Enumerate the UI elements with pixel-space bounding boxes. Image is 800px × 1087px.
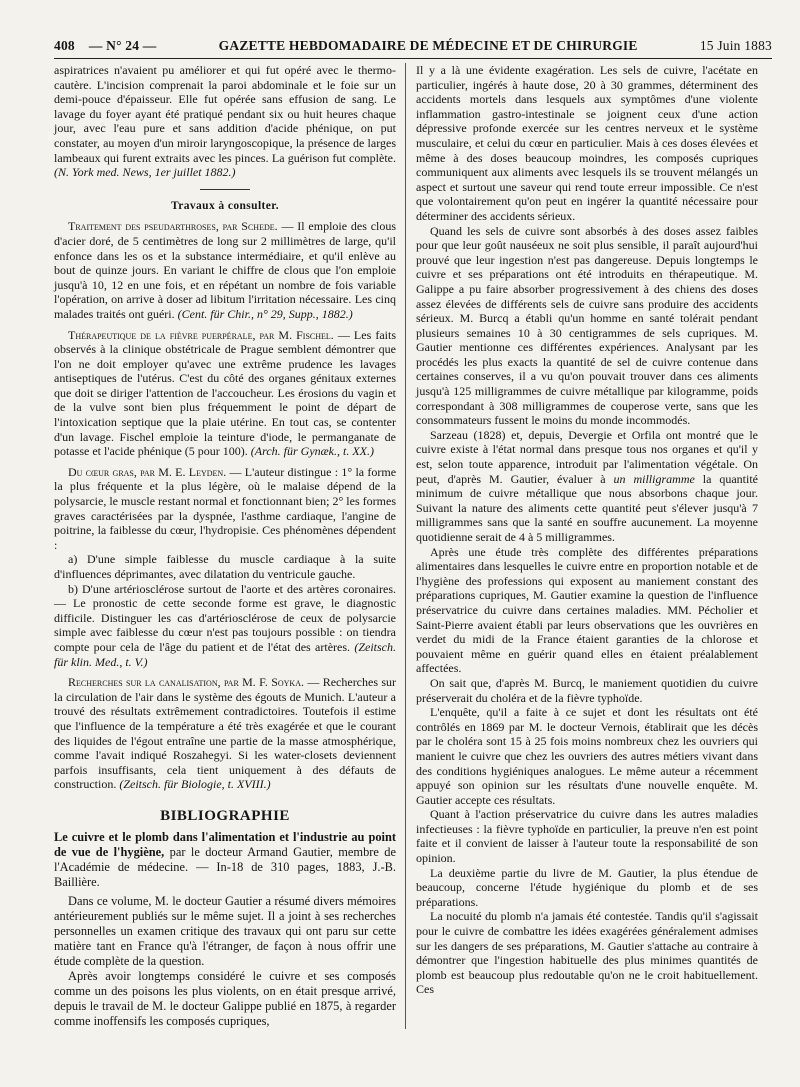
abstract-entry: Thérapeutique de la fièvre puerpérale, par M. Fischel. — Les faits observés à la clinique obstétricale de Prague semblent démontrer que l'on ne doit employer qu'avec une extrême prudence les lavages antiseptiques de l'utérus. C'est du côté des organes génitaux externes que doit se diriger l'attention de l'accoucheur. Les érosions du vagin et de la vulve sont bien plus fréquemment le point de départ de l'intoxication septique que la plaie utérine. En tout cas, se contenter d'un lavage. Fischel emploie la teinture d'iode, le permanganate de potasse et l'acide phénique (5 pour 100). (Arch. für Gynæk., t. XX.) bbox=[54, 327, 396, 459]
paragraph: Quant à l'action préservatrice du cuivre dans les autres maladies infectieuses : la fièvre typhoïde en particulier, la preuve n'en est point faite et il convient de laisser à l'auteur toute la responsabilité de son opinion. bbox=[416, 807, 758, 866]
paragraph: Après avoir longtemps considéré le cuivre et ses composés comme un des poisons les plus violents, on en était presque arrivé, depuis le travail de M. le docteur Galippe publié en 1875, à regarder comme inoffensifs les composés cupriques, bbox=[54, 968, 396, 1028]
citation: (Arch. für Gynæk., t. XX.) bbox=[250, 444, 374, 459]
entry-heading: Thérapeutique de la fièvre puerpérale, par M. Fischel. bbox=[68, 327, 334, 342]
abstract-entry: Recherches sur la canalisation, par M. F. Soyka. — Recherches sur la circulation de l'air dans le système des égouts de Munich. L'auteur a trouvé des résultats extrêmement contradictoires. Toutefois il estime que l'influence de la température a été très exagérée et que le courant des liquides de l'égout entraîne une partie de la masse atmosphérique, comme l'avait indiqué Roszahegyi. Si les water-closets deviennent parfois insuffisants, cela tient uniquement à des défauts de construction. (Zeitsch. für Biologie, t. XVIII.) bbox=[54, 675, 397, 792]
left-column bbox=[54, 63, 405, 1029]
paragraph: La deuxième partie du livre de M. Gautier, la plus étendue de beaucoup, concerne l'étude hygiénique du plomb et de ses préparations. bbox=[416, 865, 758, 909]
emphasis: un milligramme bbox=[613, 471, 695, 486]
paragraph: b) D'une artériosclérose surtout de l'aorte et des artères coronaires. — Le pronostic de cette seconde forme est grave, le diagnostic difficile. Distinguer les cas d'artériosclérose de ceux de polysarcie simple avec faiblesse du cœur n'est pas toujours possible : on tiendra compte pour cela de l'âge du patient et de l'état des artères. (Zeitsch. für klin. Med., t. V.) bbox=[54, 581, 397, 669]
book-info: par le docteur Armand Gautier, membre de l'Académie de médecine. — In-18 de 310 pages, 1883, J.-B. Baillière. bbox=[54, 844, 397, 889]
section-heading: Travaux à consulter. bbox=[171, 199, 279, 212]
paragraph: Il y a là une évidente exagération. Les sels de cuivre, l'acétate en particulier, ingérés à haute dose, 20 à 30 grammes, déterminent des accidents mortels dans lesquels aux symptômes d'une violente inflammation gastro-intestinale se joignent ceux d'une action dépressive profonde exercée sur les centres nerveux et le système musculaire, et celui du cœur en particulier. Mais à ces doses élevées et même à des doses beaucoup moindres, les composés cupriques communiquent aux aliments avec lesquels ils se trouvent mélangés un aspect et surtout une saveur qui rend toute erreur impossible. Ce n'est que volontairement qu'on peut en ingérer la quantité nécessaire pour déterminer des accidents sérieux. bbox=[416, 63, 758, 223]
entry-heading: Traitement des pseudarthroses, par Schede. bbox=[68, 219, 278, 234]
journal-title: GAZETTE HEBDOMADAIRE DE MÉDECINE ET DE CHIRURGIE bbox=[218, 38, 638, 53]
paragraph: Dans ce volume, M. le docteur Gautier a résumé divers mémoires antérieurement publiés sur le même sujet. Il a joint à ses recherches personnelles un examen critique des travaux qui ont paru sur cette matière tant en France qu'à l'étranger, de façon à nous offrir une étude complète de la question. bbox=[54, 893, 396, 968]
paragraph: Après une étude très complète des différentes préparations alimentaires dans lesquelles le cuivre entre en proportion notable et de l'hygiène des professions qui exposent au maniement constant des préparations cupriques, M. Gautier examine la question de l'influence préservatrice du cuivre dans certaines maladies. MM. Pécholier et Saint-Pierre avaient établi par leurs observations que les ouvrières en verdet du midi de la France étaient garanties de la chlorose et pouvaient même en guérir quand elles en étaient préalablement affectées. bbox=[416, 544, 758, 676]
book-title: Le cuivre et le plomb dans l'alimentation et l'industrie au point de vue de l'hygiène, bbox=[54, 829, 396, 859]
citation: (Zeitsch. für Biologie, t. XVIII.) bbox=[119, 777, 271, 792]
text-columns bbox=[54, 63, 772, 1029]
issue-date: 15 Juin 1883 bbox=[699, 38, 772, 53]
book-reference bbox=[54, 830, 396, 890]
entry-heading: Recherches sur la canalisation, par M. F. Soyka. bbox=[68, 675, 304, 690]
right-column bbox=[405, 63, 758, 1029]
separator-rule bbox=[200, 189, 250, 190]
abstract-entry: Traitement des pseudarthroses, par Schede. — Il emploie des clous d'acier doré, de 5 centimètres de long sur 2 millimètres de large, qu'il enfonce dans les os et la substance intermédiaire, et qu'il enlève au bout de quinze jours. En variant le chiffre de clous que l'on emploie jusqu'à 10, 12 en une fois, et en répétant un nombre de fois variable l'opération, on arrive à doser ad libitum l'irritation nécessaire. Les cinq malades traités ont guéri. (Cent. für Chir., n° 29, Supp., 1882.) bbox=[54, 219, 397, 321]
citation: (Cent. für Chir., n° 29, Supp., 1882.) bbox=[177, 306, 353, 321]
issue-number: — N° 24 — bbox=[88, 38, 157, 53]
citation: (N. York med. News, 1er juillet 1882.) bbox=[54, 165, 236, 180]
paragraph: Quand les sels de cuivre sont absorbés à des doses assez faibles pour que leur goût nauséeux ne soit plus sensible, il paraît aujourd'hui prouvé que leur ingestion n'est pas dangereuse. Depuis longtemps le cuivre et ses préparations ont été introduits en thérapeutique. M. Galippe a pu faire absorber progressivement à des chiens des doses assez élevées de différents sels de cuivre sans produire des accidents sérieux. M. Burcq a établi qu'un homme en santé tolérait pendant plusieurs semaines 10 à 30 centigrammes de sels cupriques. M. Gautier mentionne ces différentes expériences. Analysant par les procédés les plus exacts la quantité de sel de cuivre contenue dans certaines conserves, il a vu qu'on pouvait trouver dans ces aliments jusqu'à 125 milligrammes de cuivre métallique par kilogramme, poids correspondant à 308 milligrammes de couperose verte, sans que les consommateurs fussent le moins du monde incommodés. bbox=[416, 223, 758, 428]
bibliography-heading: BIBLIOGRAPHIE bbox=[160, 807, 290, 824]
entry-heading: Du cœur gras, par M. E. Leyden. bbox=[68, 464, 227, 479]
paragraph: La nocuité du plomb n'a jamais été contestée. Tandis qu'il s'agissait pour le cuivre de combattre les idées exagérées généralement admises sur les dangers de ses préparations, M. Gautier s'attache au contraire à démontrer que l'ingestion habituelle des plus minimes quantités de plomb est beaucoup plus redoutable qu'on ne le croit habituellement. Ces bbox=[416, 909, 758, 997]
citation: (Zeitsch. für klin. Med., t. V.) bbox=[54, 639, 397, 669]
abstract-entry: Du cœur gras, par M. E. Leyden. — L'auteur distingue : 1° la forme la plus fréquente et la plus légère, où le malaise dépend de la polysarcie, le muscle restant normal et fonctionnant bien; 2° les formes graves caractérisées par la dyspnée, l'asthme cardiaque, l'angine de poitrine, la faiblesse du cœur, l'hydropisie. Ces phénomènes dépendent : bbox=[54, 464, 397, 552]
page-number: 408 bbox=[54, 38, 75, 53]
paragraph: a) D'une simple faiblesse du muscle cardiaque à la suite d'influences déprimantes, avec dilatation du ventricule gauche. bbox=[54, 552, 396, 581]
paragraph: L'enquête, qu'il a faite à ce sujet et dont les résultats ont été contrôlés en 1869 par M. le docteur Vernois, établirait que les décès par le choléra sont 15 à 25 fois moins nombreux chez les ouvriers qui manient le cuivre que chez les ouvriers des autres métiers vivant dans des conditions hygiéniques analogues. Le même auteur a récemment appuyé son opinion sur les résultats d'une nouvelle enquête. M. Gautier accepte ces résultats. bbox=[416, 705, 758, 807]
page-header bbox=[54, 38, 772, 59]
paragraph: Sarzeau (1828) et, depuis, Devergie et Orfila ont montré que le cuivre existe à l'état normal dans presque tous nos organes et qu'il y est, selon toute apparence, introduit par l'alimentation végétale. On peut, d'après M. Gautier, évaluer à un milligramme la quantité minimum de cuivre métallique que nous absorbons chaque jour. Suivant la nature des aliments cette quantité peut s'élever jusqu'à 7 milligrammes sans que la santé en souffre aucunement. La moyenne quotidienne serait de 4 à 5 milligrammes. bbox=[416, 427, 758, 544]
paragraph: On sait que, d'après M. Burcq, le maniement quotidien du cuivre préserverait du choléra et de la fièvre typhoïde. bbox=[416, 675, 758, 705]
paragraph: aspiratrices n'avaient pu améliorer et qui fut opéré avec le thermo-cautère. L'incision comprenait la paroi abdominale et le foie sur un demi-pouce d'épaisseur. Elle fut opérée sans effusion de sang. Le lavage du foyer ayant été pratiqué pendant six ou huit heures chaque jour, avec l'eau pure et sans addition d'acide phénique, on put constater, au moyen d'un miroir laryngoscopique, la présence de larges lambeaux qui furent extraits avec les pinces. La guérison fut complète. (N. York med. News, 1er juillet 1882.) bbox=[54, 63, 396, 180]
